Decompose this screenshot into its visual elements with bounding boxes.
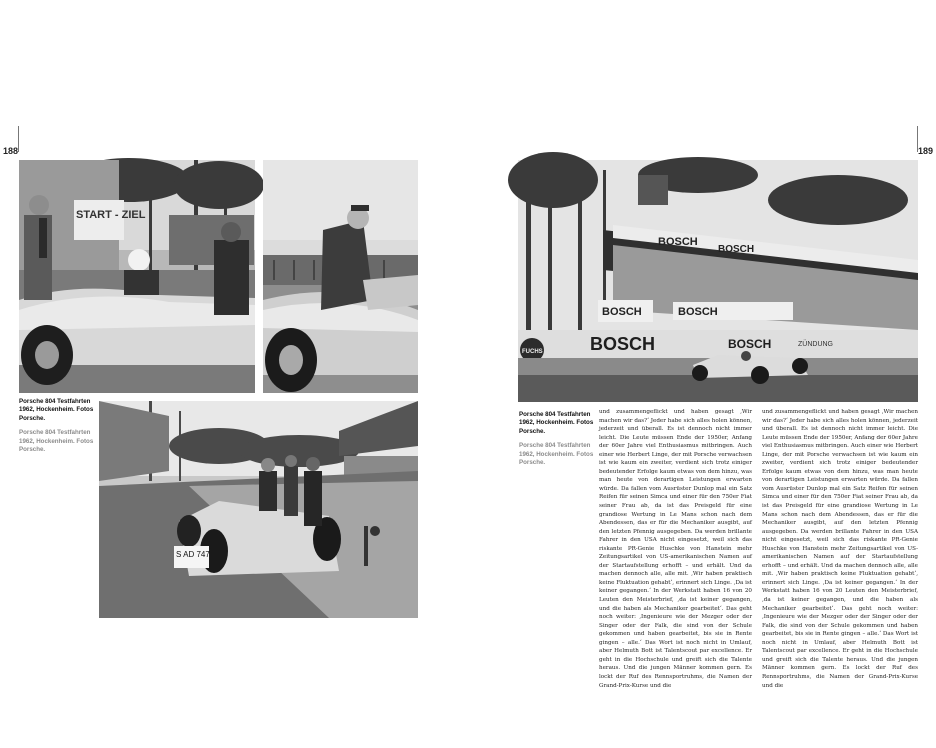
bosch-sign-1: BOSCH [658,236,698,248]
right-page-number: 189 [918,146,934,156]
bosch-sign-2: BOSCH [718,244,755,255]
license-plate: S AD 747 [176,550,210,559]
zuendung-sign: ZÜNDUNG [798,341,833,348]
right-caption-german: Porsche 804 Testfahrten 1962, Hockenheim. Fotos Porsche. [519,411,594,435]
photo-driver-on-car [263,160,418,393]
left-caption-english: Porsche 804 Testfahrten 1962, Hockenheim. Fotos Porsche. [19,429,94,454]
right-caption-english: Porsche 804 Testfahrten 1962, Hockenheim. Fotos Porsche. [519,442,594,467]
photo-start-ziel [19,160,255,393]
bosch-sign-5: BOSCH [590,334,656,354]
photo-grandstand-bosch [518,160,918,402]
body-text-english: und zusammengeflickt und haben gesagt ‚Wir machen wir das?‘ Jeder habe sich alles holen können, jederzeit und überall. Es ist dennoch nicht immer leicht. Die Leute müssen Ende der 1950er, Anfang der 60er Jahre viel Enthusiasmus mitbringen. Auch einer wie Herbert Linge, der mit Porsche verwachsen ist wie kaum ein zweiter, verdient sich trotz einiger bedeutender Erfolge kaum etwas von dem hinzu, was man heute von derartigen Leistungen erwarten würde. Da fallen vom Ausrüster Dunlop mal ein Satz Reifen für seinen Simca und einer für den 750er Fiat seiner Frau ab, da ist das Preisgeld für eine grandiose Wertung in Le Mans schon nach dem Abendessen, das er für die Mechaniker ausgibt, auf den letzten Pfennig ausgegeben. Da werden brillante Fahrer in den USA nicht eingesetzt, weil sich das riskante PR-Genie Huschke von Hanstein mehr Zeitungsartikel von US-amerikanischen Namen auf der Startaufstellung erhofft – und erhält. Und da machen dennoch alle, alle mit. ‚Wir haben praktisch keine Fluktuation gehabt‘, erinnert sich Linge. ‚Da ist keiner gegangen.‘ In der Werkstatt haben 16 von 20 Leuten den Meisterbrief, ‚da ist keiner gegangen, und die haben als Mechaniker gearbeitet‘. Das geht noch weiter: ‚Ingenieure wie der Mezger oder der Singer oder der Falk, die sind von der Schule gekommen und haben gearbeitet, bis sie in Rente gingen – alle.‘ Das Wort ist noch nicht in Umlauf, aber Helmuth Bott ist Talentscout par excellence. Er geht in die Hochschule und greift sich die Talente heraus. Und die jungen Männer kommen gern. Es lockt der Ruf des Rennsportruhms, die Namen der Grand-Prix-Kurse und die [762,409,918,689]
photo-pit-lane [99,401,418,618]
bosch-sign-3: BOSCH [602,306,642,318]
bosch-sign-6: BOSCH [728,337,772,351]
left-page-number: 188 [3,146,19,156]
right-caption [519,411,595,467]
left-caption [19,398,95,454]
bosch-sign-4: BOSCH [678,306,718,318]
body-text-german: und zusammengeflickt und haben gesagt ‚Wir machen wir das?‘ Jeder habe sich alles holen können, jederzeit und überall. Es ist dennoch nicht immer leicht. Die Leute müssen Ende der 1950er, Anfang der 60er Jahre viel Enthusiasmus mitbringen. Auch einer wie Herbert Linge, der mit Porsche verwachsen ist wie kaum ein zweiter, verdient sich trotz einiger bedeutender Erfolge kaum etwas von dem hinzu, was man heute von derartigen Leistungen erwarten würde. Da fallen vom Ausrüster Dunlop mal ein Satz Reifen für seinen Simca und einer für den 750er Fiat seiner Frau ab, da ist das Preisgeld für eine grandiose Wertung in Le Mans schon nach dem Abendessen, das er für die Mechaniker ausgibt, auf den letzten Pfennig ausgegeben. Da werden brillante Fahrer in den USA nicht eingesetzt, weil sich das riskante PR-Genie Huschke von Hanstein mehr Zeitungsartikel von US-amerikanischen Namen auf der Startaufstellung erhofft – und erhält. Und da machen dennoch alle, alle mit. ‚Wir haben praktisch keine Fluktuation gehabt‘, erinnert sich Linge. ‚Da ist keiner gegangen.‘ In der Werkstatt haben 16 von 20 Leuten den Meisterbrief, ‚da ist keiner gegangen, und die haben als Mechaniker gearbeitet‘. Das geht noch weiter: ‚Ingenieure wie der Mezger oder der Singer oder der Falk, die sind von der Schule gekommen und haben gearbeitet, bis sie in Rente gingen – alle.‘ Das Wort ist noch nicht in Umlauf, aber Helmuth Bott ist Talentscout par excellence. Er geht in die Hochschule und greift sich die Talente heraus. Und die jungen Männer kommen gern. Es lockt der Ruf des Rennsportruhms, die Namen der Grand-Prix-Kurse und die [599,409,752,689]
text-column-english [762,408,918,689]
left-page-tick [18,126,19,152]
fuchs-sign: FUCHS [522,349,543,355]
start-ziel-sign: START - ZIEL [76,209,146,221]
text-column-german [599,408,752,689]
left-caption-german: Porsche 804 Testfahrten 1962, Hockenheim. Fotos Porsche. [19,398,94,422]
